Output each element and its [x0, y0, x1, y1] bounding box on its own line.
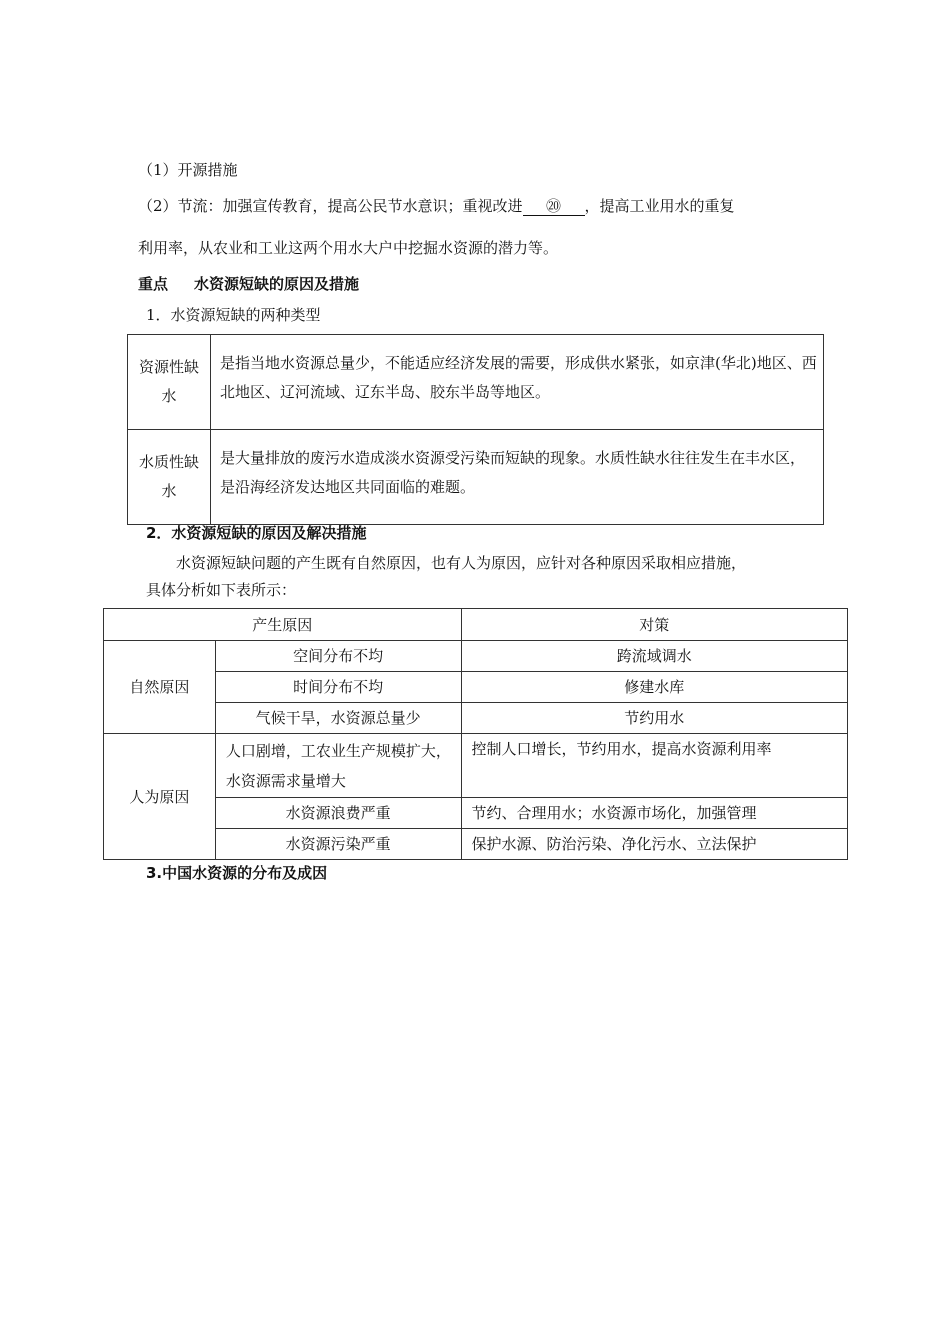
key-point-title: 水资源短缺的原因及措施	[194, 275, 360, 293]
section1-title: 1．水资源短缺的两种类型	[146, 306, 321, 324]
measure-cell: 节约用水	[461, 703, 847, 734]
table-row	[104, 703, 848, 734]
measure-item-2-continued: 利用率，从农业和工业这两个用水大户中挖掘水资源的潜力等。	[138, 239, 559, 257]
measure-item-2-text: （2）节流：加强宣传教育，提高公民节水意识；重视改进	[138, 197, 523, 215]
cause-cell: 水资源污染严重	[215, 829, 461, 860]
key-point-label: 重点	[138, 275, 169, 293]
header-measure: 对策	[461, 609, 847, 641]
type-label: 资源性缺水	[128, 335, 211, 430]
cause-cell: 水资源浪费严重	[215, 798, 461, 829]
shortage-types-table	[127, 334, 824, 525]
cause-cell: 空间分布不均	[215, 641, 461, 672]
measure-cell: 节约、合理用水；水资源市场化，加强管理	[461, 798, 847, 829]
section2-intro-line1: 水资源短缺问题的产生既有自然原因，也有人为原因，应针对各种原因采取相应措施，	[176, 554, 747, 572]
header-cause: 产生原因	[104, 609, 462, 641]
measure-item-2	[138, 196, 735, 216]
table-row	[104, 798, 848, 829]
measure-item-2-text-after: ，提高工业用水的重复	[584, 197, 735, 215]
table-header-row	[104, 609, 848, 641]
type-description: 是大量排放的废污水造成淡水资源受污染而短缺的现象。水质性缺水往往发生在丰水区，是沿海经济发达地区共同面临的难题。	[211, 430, 824, 525]
cause-cell: 人口剧增，工农业生产规模扩大，水资源需求量增大	[215, 734, 461, 798]
fill-blank-20[interactable]: ⑳	[523, 197, 585, 216]
table-row	[104, 672, 848, 703]
measure-cell: 保护水源、防治污染、净化污水、立法保护	[461, 829, 847, 860]
table-row	[128, 335, 824, 430]
group-natural: 自然原因	[104, 641, 216, 734]
group-human: 人为原因	[104, 734, 216, 860]
section2-title: 2．水资源短缺的原因及解决措施	[146, 524, 367, 542]
measure-cell: 跨流域调水	[461, 641, 847, 672]
key-point-heading	[138, 274, 359, 294]
table-row	[104, 829, 848, 860]
table-row	[128, 430, 824, 525]
table-row	[104, 734, 848, 798]
causes-measures-table	[103, 608, 848, 860]
type-description: 是指当地水资源总量少，不能适应经济发展的需要，形成供水紧张，如京津(华北)地区、西北地区、辽河流域、辽东半岛、胶东半岛等地区。	[211, 335, 824, 430]
type-label: 水质性缺水	[128, 430, 211, 525]
cause-cell: 气候干旱，水资源总量少	[215, 703, 461, 734]
section2-intro-line2: 具体分析如下表所示：	[146, 581, 297, 599]
measure-cell: 修建水库	[461, 672, 847, 703]
cause-cell: 时间分布不均	[215, 672, 461, 703]
section3-title: 3.中国水资源的分布及成因	[146, 864, 328, 882]
measure-item-1: （1）开源措施	[138, 161, 238, 179]
measure-cell: 控制人口增长，节约用水，提高水资源利用率	[461, 734, 847, 798]
table-row	[104, 641, 848, 672]
